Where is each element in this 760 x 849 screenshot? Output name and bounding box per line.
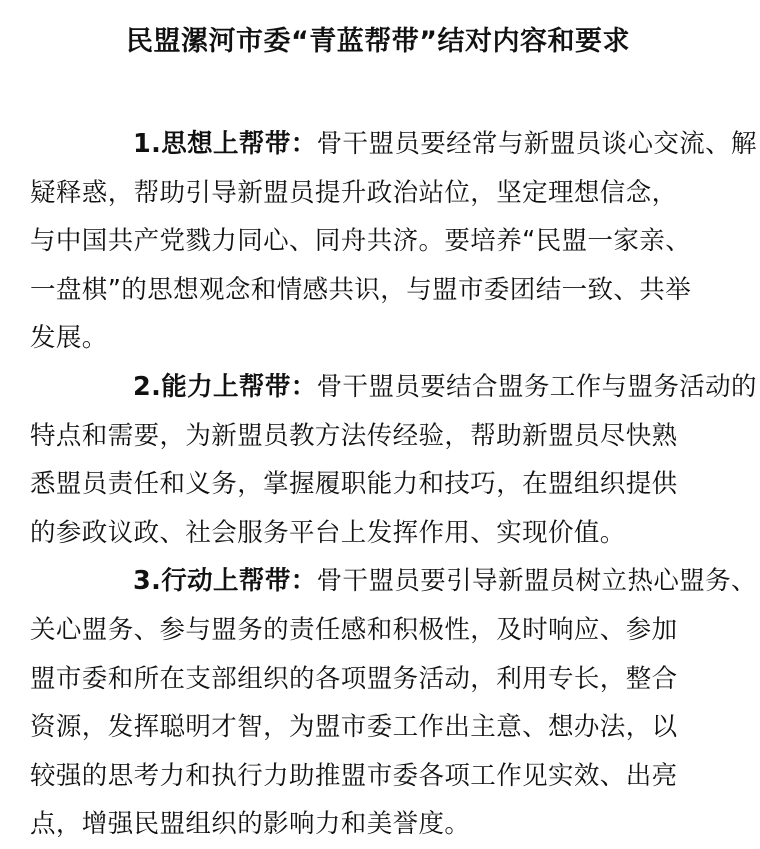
section-line: 骨干盟员要结合盟务工作与盟务活动的 bbox=[316, 371, 757, 402]
section-line: 骨干盟员要引导新盟员树立热心盟务、 bbox=[316, 566, 757, 597]
section-heading: 2.能力上帮带： bbox=[133, 371, 317, 402]
document-title: 民盟漯河市委“青蓝帮带”结对内容和要求 bbox=[126, 26, 630, 57]
section-line: 悉盟员责任和义务，掌握履职能力和技巧，在盟组织提供 bbox=[30, 469, 678, 500]
section-line: 较强的思考力和执行力助推盟市委各项工作见实效、出亮 bbox=[30, 760, 678, 791]
section-heading: 3.行动上帮带： bbox=[133, 566, 317, 597]
section-ability bbox=[30, 363, 757, 557]
section-thought bbox=[30, 120, 757, 363]
section-line: 疑释惑，帮助引导新盟员提升政治站位，坚定理想信念， bbox=[30, 177, 678, 208]
section-line: 关心盟务、参与盟务的责任感和积极性，及时响应、参加 bbox=[30, 614, 678, 645]
section-line: 一盘棋”的思想观念和情感共识，与盟市委团结一致、共举 bbox=[30, 274, 692, 305]
document-body bbox=[30, 120, 757, 849]
section-line: 点，增强民盟组织的影响力和美誉度。 bbox=[30, 809, 471, 840]
section-line: 发展。 bbox=[30, 323, 108, 354]
section-line: 特点和需要，为新盟员教方法传经验，帮助新盟员尽快熟 bbox=[30, 420, 678, 451]
section-line: 的参政议政、社会服务平台上发挥作用、实现价值。 bbox=[30, 517, 626, 548]
section-line: 骨干盟员要经常与新盟员谈心交流、解 bbox=[316, 129, 757, 159]
section-line: 资源，发挥聪明才智，为盟市委工作出主意、想办法，以 bbox=[30, 712, 678, 743]
section-heading: 1.思想上帮带： bbox=[133, 129, 317, 159]
section-line: 与中国共产党戮力同心、同舟共济。要培养“民盟一家亲、 bbox=[30, 226, 692, 257]
section-line: 盟市委和所在支部组织的各项盟务活动，利用专长，整合 bbox=[30, 663, 678, 694]
section-action bbox=[30, 557, 757, 849]
